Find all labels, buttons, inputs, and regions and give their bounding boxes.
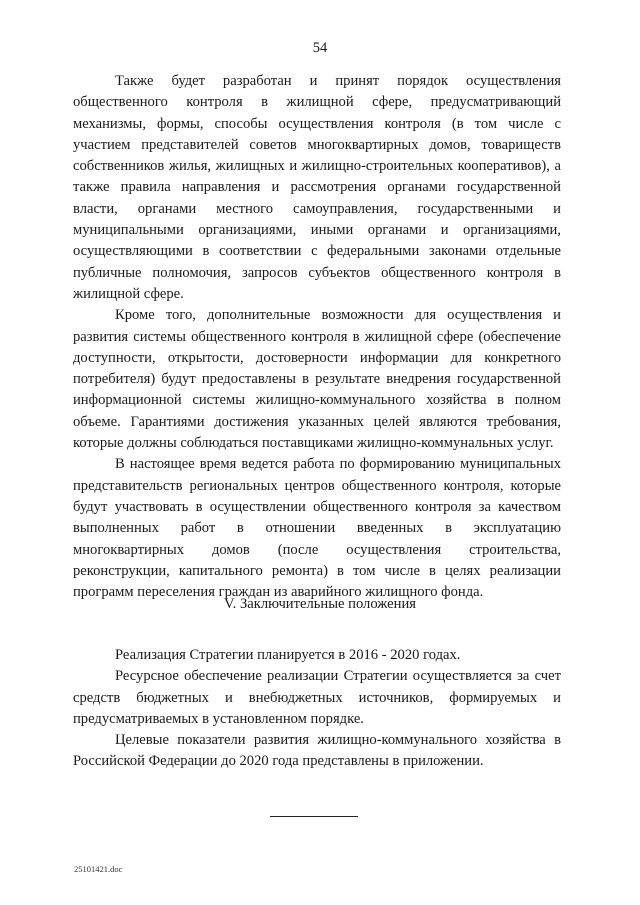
page-number: 54: [312, 40, 328, 56]
paragraph-resource-provision: Ресурсное обеспечение реализации Стратегии осуществляется за счет средств бюджетных и внебюджетных источников, формируемых и предусматриваемых в установленном порядке.: [73, 668, 561, 727]
footer-doc-id: 25101421.doc: [74, 864, 123, 874]
paragraph-implementation-period: Реализация Стратегии планируется в 2016 - 2020 годах.: [115, 647, 461, 663]
closing-text: [73, 645, 561, 773]
paragraph-public-control-procedure: Также будет разработан и принят порядок осуществления общественного контроля в жилищной сфере, предусматривающий механизмы, формы, способы осуществления контроля (в том числе с участием представителей советов многоквартирных домов, товариществ собственников жилья, жилищных и жилищно-строительных кооперативов), а также правила направления и рассмотрения органами государственной власти, органами местного самоуправления, государственными и муниципальными организациями, иными органами и организациями, осуществляющими в соответствии с федеральными законами отдельные публичные полномочия, запросов субъектов общественного контроля в жилищной сфере.: [73, 73, 561, 302]
end-of-document-rule: [270, 816, 358, 817]
paragraph-municipal-representations: В настоящее время ведется работа по формированию муниципальных представительств региональных центров общественного контроля, которые будут участвовать в осуществлении общественного контроля за качеством выполненных работ в отношении введенных в эксплуатацию многоквартирных домов (после осуществления строительства, реконструкции, капитального ремонта) в том числе в целях реализации программ переселения граждан из аварийного жилищного фонда.: [73, 456, 561, 601]
section-heading: V. Заключительные положения: [224, 596, 416, 612]
paragraph-additional-opportunities: Кроме того, дополнительные возможности для осуществления и развития системы общественного контроля в жилищной сфере (обеспечение доступности, открытости, достоверности информации для конкретного потребителя) будут предоставлены в результате внедрения государственной информационной системы жилищно-коммунального хозяйства в полном объеме. Гарантиями достижения указанных целей являются требования, которые должны соблюдаться поставщиками жилищно-коммунальных услуг.: [73, 307, 561, 452]
body-text: [73, 71, 561, 603]
paragraph-target-indicators: Целевые показатели развития жилищно-коммунального хозяйства в Российской Федерации до 2020 года представлены в приложении.: [73, 732, 561, 770]
